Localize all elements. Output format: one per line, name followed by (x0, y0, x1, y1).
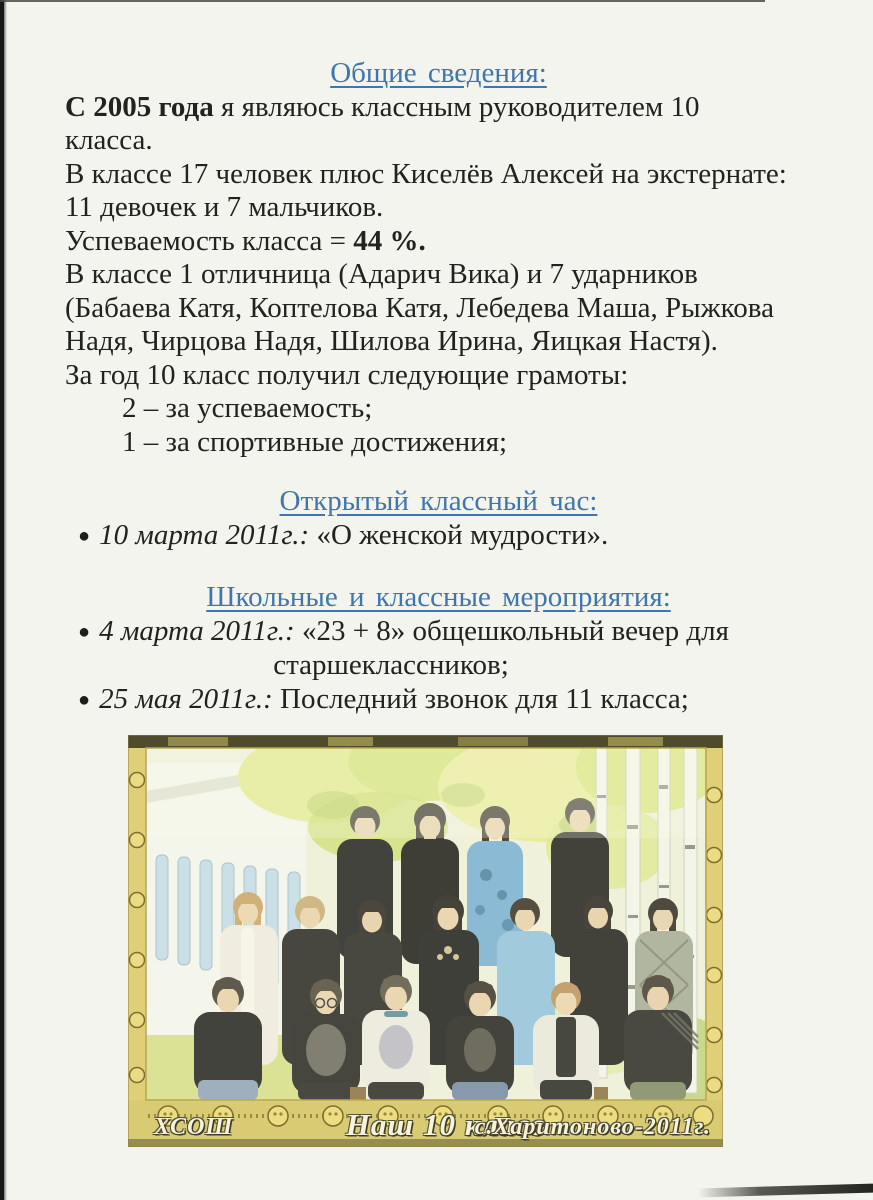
section-title-general-info: Общие сведения: (330, 57, 547, 89)
event-item-open-class-hour (65, 519, 812, 554)
event-date: 25 мая 2011г.: (99, 682, 273, 715)
event-item-march-4 (65, 615, 812, 650)
class-photo (128, 735, 723, 1147)
bold-percentage: 44 %. (353, 224, 426, 257)
event-text: «О женской мудрости». (316, 518, 609, 551)
photo-caption-school: ХСОШ (154, 1114, 234, 1140)
award-item: 1 – за спортивные достижения; (122, 425, 508, 458)
awards-list (65, 392, 812, 459)
class-photo-illustration (128, 735, 723, 1147)
general-info-paragraph: С 2005 года я являюсь классным руководителем 10 класса. В классе 17 человек плюс Киселёв Алексей на экстернате: 11 девочек и 7 мальчиков. Успеваемость класса = 44 %. В классе 1 отличница (Адарич Вика) и 7 ударников (Бабаева Катя, Коптелова Катя, Лебедева Маша, Рыжкова Надя, Чирцова Надя, Шилова Ирина, Яицкая Настя). За год 10 класс получил следующие грамоты: (65, 90, 787, 391)
document-text-column (65, 57, 812, 717)
award-item: 2 – за успеваемость; (122, 392, 373, 424)
photo-scene (146, 735, 723, 1113)
event-text: «23 + 8» общешкольный вечер для (301, 614, 729, 647)
bullet-icon: ● (78, 688, 91, 711)
event-date: 10 марта 2011г.: (99, 518, 310, 551)
event-item-may-25 (65, 683, 812, 718)
event-date: 4 марта 2011г.: (99, 614, 295, 647)
photo-caption-place-year: с.Харитоново-2011г. (474, 1114, 711, 1140)
bold-since-2005: С 2005 года (65, 90, 214, 123)
section-title-school-events: Школьные и классные мероприятия: (206, 581, 671, 613)
bullet-icon: ● (78, 524, 91, 547)
event-text-continuation: старшеклассников; (273, 649, 509, 681)
section-title-open-class-hour: Открытый классный час: (279, 485, 598, 517)
event-text: Последний звонок для 11 класса; (280, 682, 689, 715)
scan-artifact-left-shadow (4, 0, 7, 1200)
scan-artifact-bottom-right (698, 1184, 873, 1198)
bullet-icon: ● (78, 620, 91, 643)
scan-artifact-top-edge (0, 0, 765, 2)
photo-caption-class: Наш 10 класс (345, 1107, 546, 1142)
